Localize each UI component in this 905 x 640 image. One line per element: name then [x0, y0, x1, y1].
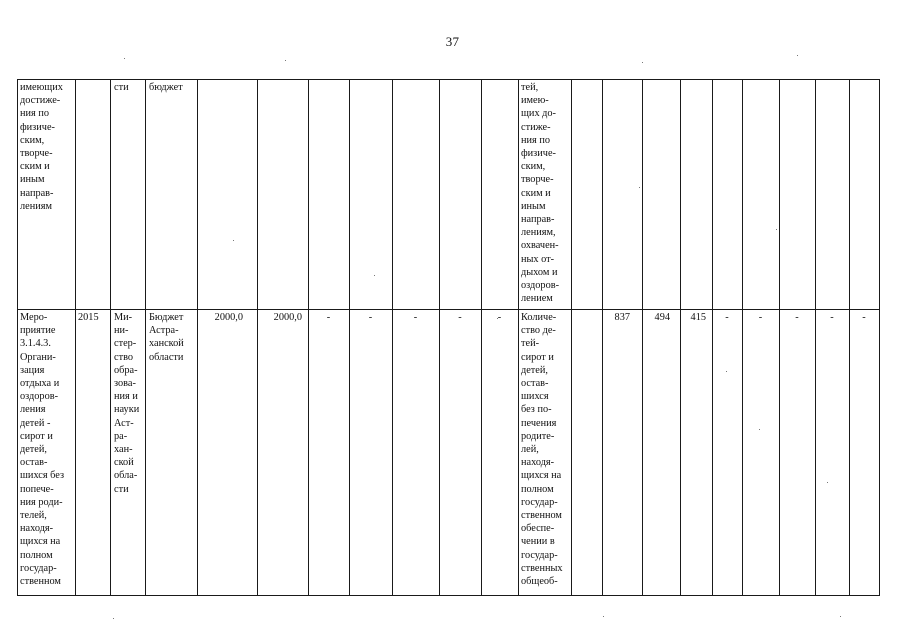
measure-cell: имеющих достиже- ния по физиче- ским, творче- ским и иным направ- лениям — [20, 82, 63, 212]
indicator-value-cell: - — [758, 312, 763, 323]
column-border — [680, 79, 681, 596]
scan-noise — [827, 482, 828, 483]
indicator-value-cell: - — [725, 312, 729, 323]
row-divider — [17, 309, 879, 310]
total-amount-cell: 2000,0 — [214, 312, 243, 323]
indicator-cell: тей, имею- щих до- стиже- ния по физиче- ским, творче- ским и иным направ- лениям, охвачен- ных от- дыхом и оздоров- лением — [521, 82, 560, 305]
executor-cell: Ми- ни- стер- ство обра- зова- ния и науки Аст- ра- хан- ской обла- сти — [114, 312, 140, 495]
column-border — [712, 79, 713, 596]
indicator-value-cell: - — [830, 312, 834, 323]
scan-noise — [639, 187, 640, 188]
column-border — [518, 79, 519, 596]
scan-noise — [726, 371, 727, 372]
indicator-value-cell: - — [795, 312, 799, 323]
column-border — [110, 79, 111, 596]
scan-noise — [603, 616, 604, 617]
column-border — [815, 79, 816, 596]
funding-source-cell: Бюджет Астра- ханской области — [149, 312, 184, 363]
funding-source-cell: бюджет — [149, 82, 183, 93]
column-border — [849, 79, 850, 596]
column-border — [308, 79, 309, 596]
year-cell: 2015 — [78, 312, 99, 323]
value-cell: - — [497, 312, 502, 323]
scan-noise — [840, 616, 841, 617]
scan-noise — [497, 318, 498, 319]
scan-noise — [776, 229, 777, 230]
indicator-value-cell: 837 — [614, 312, 630, 323]
column-border — [17, 79, 18, 596]
measure-cell: Меро- приятие 3.1.4.3. Органи- зация отдыха и оздоров- ления детей - сирот и детей, остав- шихся без попече- ния роди- телей, находя- щихся на полном государ- ственном — [20, 312, 65, 588]
scan-noise — [124, 58, 125, 59]
indicator-cell: Количе- ство де- тей- сирот и детей, остав- шихся без по- печения родите- лей, находя- щихся на полном государ- ственном обеспе- чении в государ- ственных общеоб- — [521, 312, 563, 588]
column-border — [392, 79, 393, 596]
column-border — [439, 79, 440, 596]
value-cell: - — [413, 312, 418, 323]
scan-noise — [285, 60, 286, 61]
column-border — [75, 79, 76, 596]
column-border — [642, 79, 643, 596]
column-border — [742, 79, 743, 596]
column-border — [602, 79, 603, 596]
scan-noise — [233, 240, 234, 241]
value-cell: - — [326, 312, 331, 323]
column-border — [257, 79, 258, 596]
scan-noise — [113, 618, 114, 619]
page-number: 37 — [445, 34, 460, 49]
scan-noise — [374, 275, 375, 276]
indicator-value-cell: 494 — [654, 312, 670, 323]
indicator-value-cell: 415 — [690, 312, 706, 323]
scan-noise — [797, 55, 798, 56]
column-border — [779, 79, 780, 596]
column-border — [145, 79, 146, 596]
scan-noise — [759, 429, 760, 430]
executor-cell: сти — [114, 82, 129, 93]
plan-amount-cell: 2000,0 — [273, 312, 302, 323]
table-bottom-border — [17, 595, 879, 596]
indicator-value-cell: - — [862, 312, 866, 323]
column-border — [481, 79, 482, 596]
table-top-border — [17, 79, 879, 80]
value-cell: - — [458, 312, 462, 323]
column-border — [197, 79, 198, 596]
column-border — [879, 79, 880, 596]
column-border — [349, 79, 350, 596]
value-cell: - — [368, 312, 373, 323]
scan-noise — [642, 62, 643, 63]
column-border — [571, 79, 572, 596]
